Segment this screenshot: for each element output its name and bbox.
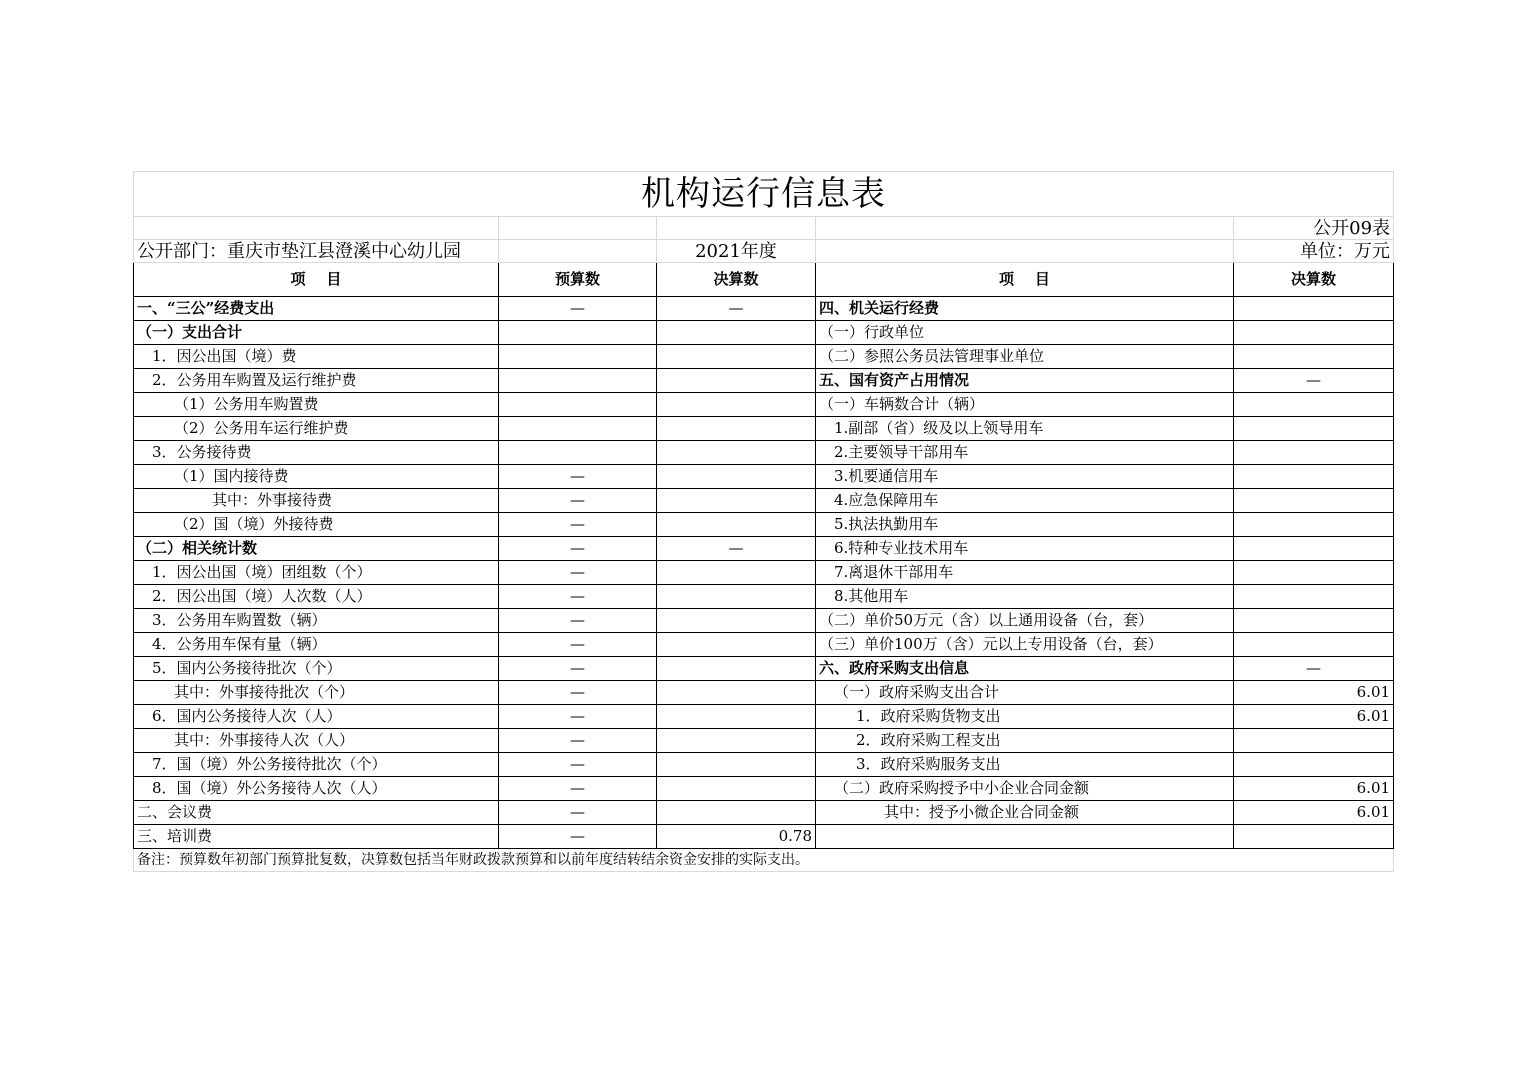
final-value: [657, 609, 816, 633]
right-final-value: [1234, 825, 1394, 849]
right-item: [816, 825, 1234, 849]
right-item: 8.其他用车: [816, 585, 1234, 609]
budget-value: [499, 345, 657, 369]
budget-value: [499, 369, 657, 393]
right-item: 2．政府采购工程支出: [816, 729, 1234, 753]
left-item: 2．因公出国（境）人次数（人）: [134, 585, 499, 609]
budget-value: —: [499, 561, 657, 585]
final-value: —: [657, 537, 816, 561]
budget-value: [499, 441, 657, 465]
budget-value: —: [499, 297, 657, 321]
right-final-value: [1234, 441, 1394, 465]
right-final-value: 6.01: [1234, 681, 1394, 705]
header-final-left: 决算数: [657, 263, 816, 297]
final-value: [657, 729, 816, 753]
right-item: 3.机要通信用车: [816, 465, 1234, 489]
table-row: [134, 369, 1394, 393]
final-value: [657, 321, 816, 345]
right-final-value: [1234, 465, 1394, 489]
left-item: 3．公务用车购置数（辆）: [134, 609, 499, 633]
table-row: [134, 633, 1394, 657]
right-final-value: [1234, 345, 1394, 369]
table-row: [134, 441, 1394, 465]
budget-value: —: [499, 633, 657, 657]
budget-value: —: [499, 705, 657, 729]
left-item: 8．国（境）外公务接待人次（人）: [134, 777, 499, 801]
left-item: （2）国（境）外接待费: [134, 513, 499, 537]
right-final-value: [1234, 729, 1394, 753]
table-row: [134, 417, 1394, 441]
right-item: 四、机关运行经费: [816, 297, 1234, 321]
right-item: 1.副部（省）级及以上领导用车: [816, 417, 1234, 441]
right-item: 其中：授予小微企业合同金额: [816, 801, 1234, 825]
final-value: [657, 801, 816, 825]
left-item: 5．国内公务接待批次（个）: [134, 657, 499, 681]
final-value: [657, 777, 816, 801]
budget-value: —: [499, 465, 657, 489]
left-item: 其中：外事接待人次（人）: [134, 729, 499, 753]
right-final-value: —: [1234, 369, 1394, 393]
table-row: [134, 585, 1394, 609]
budget-value: —: [499, 753, 657, 777]
budget-value: —: [499, 729, 657, 753]
left-item: 4．公务用车保有量（辆）: [134, 633, 499, 657]
right-final-value: [1234, 393, 1394, 417]
table-row: [134, 705, 1394, 729]
header-row: [134, 263, 1394, 297]
final-value: [657, 441, 816, 465]
table-row: [134, 729, 1394, 753]
final-value: [657, 561, 816, 585]
table-row: [134, 321, 1394, 345]
table-row: [134, 657, 1394, 681]
budget-value: —: [499, 585, 657, 609]
left-item: 二、会议费: [134, 801, 499, 825]
right-item: （二）政府采购授予中小企业合同金额: [816, 777, 1234, 801]
note-row: [134, 849, 1394, 872]
left-item: 一、“三公”经费支出: [134, 297, 499, 321]
right-final-value: [1234, 609, 1394, 633]
unit-label: 单位：万元: [1234, 240, 1394, 263]
title-row: [134, 172, 1394, 217]
final-value: [657, 465, 816, 489]
right-item: （三）单价100万（含）元以上专用设备（台，套）: [816, 633, 1234, 657]
right-item: （一）行政单位: [816, 321, 1234, 345]
right-final-value: 6.01: [1234, 801, 1394, 825]
budget-value: —: [499, 657, 657, 681]
budget-value: —: [499, 537, 657, 561]
table-row: [134, 393, 1394, 417]
left-item: 三、培训费: [134, 825, 499, 849]
year-label: 2021年度: [657, 240, 816, 263]
final-value: [657, 705, 816, 729]
table-row: [134, 777, 1394, 801]
table-row: [134, 801, 1394, 825]
table-row: [134, 345, 1394, 369]
final-value: [657, 489, 816, 513]
table-row: [134, 681, 1394, 705]
budget-value: —: [499, 777, 657, 801]
form-code: 公开09表: [1234, 217, 1394, 240]
right-final-value: [1234, 537, 1394, 561]
left-item: （2）公务用车运行维护费: [134, 417, 499, 441]
final-value: —: [657, 297, 816, 321]
left-item: 2．公务用车购置及运行维护费: [134, 369, 499, 393]
right-final-value: [1234, 417, 1394, 441]
final-value: [657, 585, 816, 609]
right-item: （一）政府采购支出合计: [816, 681, 1234, 705]
budget-value: [499, 321, 657, 345]
final-value: 0.78: [657, 825, 816, 849]
right-final-value: —: [1234, 657, 1394, 681]
header-budget: 预算数: [499, 263, 657, 297]
right-item: （二）参照公务员法管理事业单位: [816, 345, 1234, 369]
table-row: [134, 753, 1394, 777]
right-item: 五、国有资产占用情况: [816, 369, 1234, 393]
right-item: 3．政府采购服务支出: [816, 753, 1234, 777]
right-item: 六、政府采购支出信息: [816, 657, 1234, 681]
form-code-row: [134, 217, 1394, 240]
left-item: 其中：外事接待批次（个）: [134, 681, 499, 705]
final-value: [657, 393, 816, 417]
right-item: 7.离退休干部用车: [816, 561, 1234, 585]
table-row: [134, 609, 1394, 633]
right-final-value: 6.01: [1234, 777, 1394, 801]
left-item: 1．因公出国（境）团组数（个）: [134, 561, 499, 585]
right-final-value: [1234, 753, 1394, 777]
table-row: [134, 489, 1394, 513]
budget-value: —: [499, 489, 657, 513]
table-row: [134, 537, 1394, 561]
final-value: [657, 633, 816, 657]
left-item: 7．国（境）外公务接待批次（个）: [134, 753, 499, 777]
right-final-value: [1234, 633, 1394, 657]
table-row: [134, 297, 1394, 321]
header-final-right: 决算数: [1234, 263, 1394, 297]
right-item: 4.应急保障用车: [816, 489, 1234, 513]
right-final-value: [1234, 585, 1394, 609]
budget-value: —: [499, 825, 657, 849]
right-final-value: [1234, 489, 1394, 513]
left-item: 6．国内公务接待人次（人）: [134, 705, 499, 729]
budget-value: [499, 393, 657, 417]
right-final-value: 6.01: [1234, 705, 1394, 729]
table-row: [134, 561, 1394, 585]
table-row: [134, 465, 1394, 489]
right-final-value: [1234, 513, 1394, 537]
header-item-left: 项 目: [134, 263, 499, 297]
table-row: [134, 513, 1394, 537]
right-item: （一）车辆数合计（辆）: [816, 393, 1234, 417]
final-value: [657, 681, 816, 705]
left-item: （二）相关统计数: [134, 537, 499, 561]
budget-value: —: [499, 681, 657, 705]
left-item: 3．公务接待费: [134, 441, 499, 465]
meta-row: [134, 240, 1394, 263]
table-row: [134, 825, 1394, 849]
budget-value: —: [499, 801, 657, 825]
left-item: 1．因公出国（境）费: [134, 345, 499, 369]
right-item: 1．政府采购货物支出: [816, 705, 1234, 729]
right-item: （二）单价50万元（含）以上通用设备（台，套）: [816, 609, 1234, 633]
info-table: [133, 171, 1394, 872]
right-item: 2.主要领导干部用车: [816, 441, 1234, 465]
left-item: 其中：外事接待费: [134, 489, 499, 513]
final-value: [657, 753, 816, 777]
final-value: [657, 369, 816, 393]
final-value: [657, 513, 816, 537]
header-item-right: 项 目: [816, 263, 1234, 297]
right-item: 5.执法执勤用车: [816, 513, 1234, 537]
right-final-value: [1234, 297, 1394, 321]
note-text: 备注：预算数年初部门预算批复数，决算数包括当年财政拨款预算和以前年度结转结余资金安排的实际支出。: [134, 849, 1394, 872]
right-final-value: [1234, 321, 1394, 345]
final-value: [657, 345, 816, 369]
right-item: 6.特种专业技术用车: [816, 537, 1234, 561]
final-value: [657, 417, 816, 441]
department-label: 公开部门：重庆市垫江县澄溪中心幼儿园: [134, 240, 499, 263]
page-title: 机构运行信息表: [134, 172, 1394, 217]
budget-value: [499, 417, 657, 441]
left-item: （1）公务用车购置费: [134, 393, 499, 417]
final-value: [657, 657, 816, 681]
budget-value: —: [499, 609, 657, 633]
budget-value: —: [499, 513, 657, 537]
right-final-value: [1234, 561, 1394, 585]
left-item: （1）国内接待费: [134, 465, 499, 489]
info-sheet: [133, 171, 1393, 872]
left-item: （一）支出合计: [134, 321, 499, 345]
